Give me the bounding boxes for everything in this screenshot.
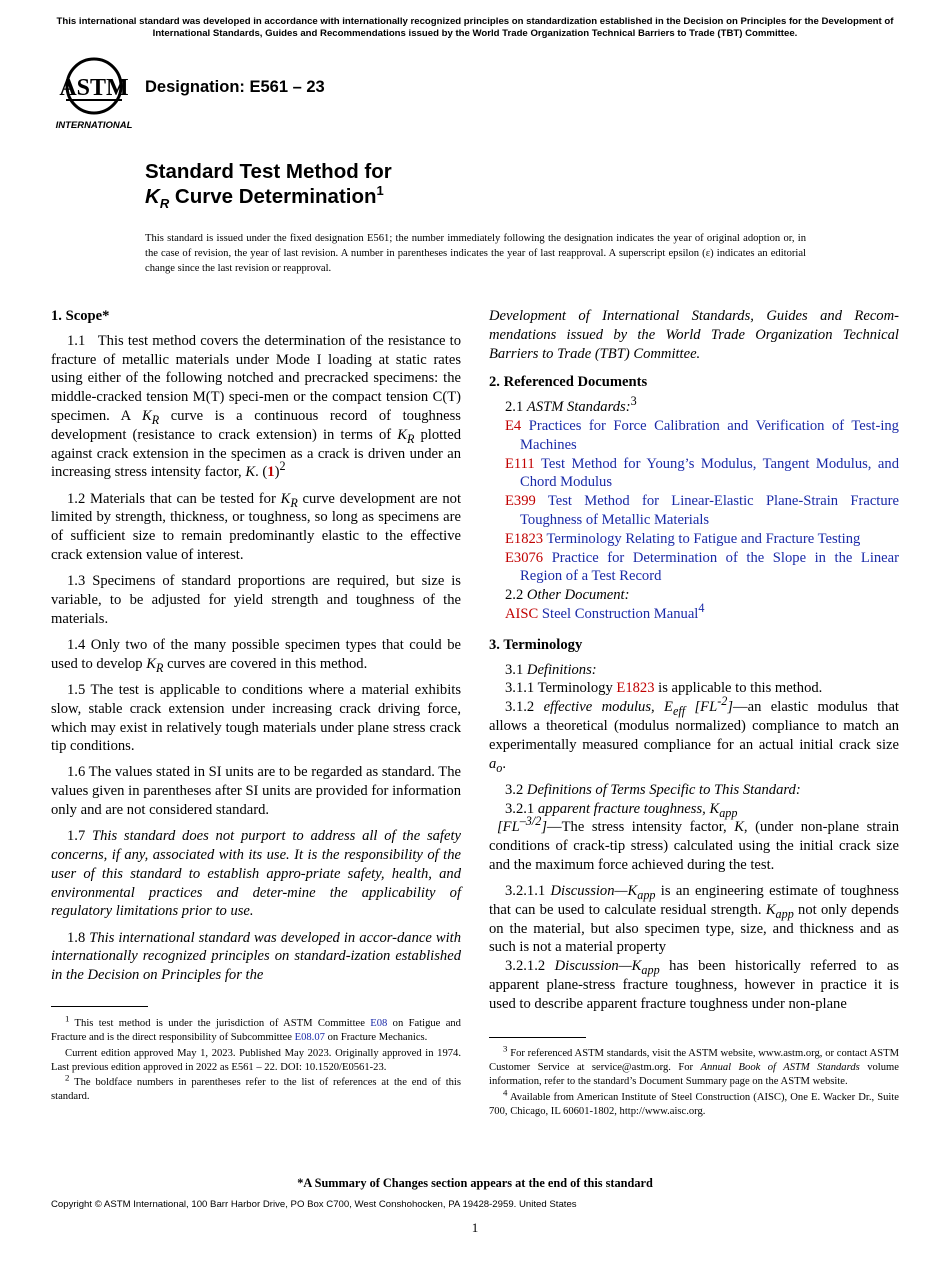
footnote-4: $^4$ Available from American Institute of Steel Construction (AISC), One E. Wacker Dr., Suite 700, Chicago, IL 60601-1802, http://www.aisc.org. (489, 1087, 899, 1117)
astm-logo-icon (52, 56, 136, 132)
footnote-ref-3[interactable]: 3 (630, 394, 637, 409)
para-1-3: 1.3 Specimens of standard proportions are required, but size is variable, to be adjusted for yield strength and toughness of the materials. (51, 573, 461, 627)
para-1-8-continued: Development of International Standards, Guides and Recom-mendations issued by the World Trade Organization Technical Barriers to Trade (TBT) Committee. (489, 308, 899, 362)
sub-3-1: 3.1 Definitions: (505, 661, 597, 678)
title-line-2: $K_R$ Curve Determination$^1$ (145, 183, 384, 212)
logo-text-top: ASTM (59, 75, 129, 101)
sub-3-2-1-body: $[FL^{-3/2}]—The$ stress intensity factor, K, (under non-plane strain conditions of crack-tip stress) calculated using the initial crack size and the maximum force achieved during the test. (489, 814, 899, 873)
para-1-2: 1.2 Materials that can be tested for $K_R$ curve development are not limited by strength, thickness, or toughness, so long as specimens are of sufficient size to remain predominantly elastic to the effective crack extension value of interest. (51, 490, 461, 563)
right-footnotes (489, 1037, 899, 1120)
sub-3-2-1-1: 3.2.1.1 $Discussion—K_{app}$ is an engineering estimate of toughness that can be used to calculate residual strength. $K_{app}$ not only depends on the material, but also specimen type, size, and thickness and as such is not a material property (489, 883, 899, 956)
left-footnotes (51, 1006, 461, 1106)
ref-item[interactable]: E4 Practices for Force Calibration and Verification of Test-ing Machines (505, 417, 899, 453)
scope-heading: 1. Scope* (51, 308, 110, 324)
title-k: $K_R$ (145, 185, 170, 212)
footnote-ref-2[interactable]: 2 (279, 459, 286, 474)
footnote-rule (51, 1006, 148, 1007)
ref-item-aisc[interactable]: AISC Steel Construction Manual$^4$ (505, 601, 705, 622)
summary-of-changes-note: *A Summary of Changes section appears at the end of this standard (297, 1176, 653, 1190)
subcommittee-link[interactable]: E08.07 (294, 1032, 325, 1044)
document-title (145, 159, 392, 212)
para-1-6: 1.6 The values stated in SI units are to be regarded as standard. The values given in parentheses after SI units are provided for information only and are not considered standard. (51, 764, 461, 819)
footnote-1-edition: Current edition approved May 1, 2023. Published May 2023. Originally approved in 1974. Last previous edition approved in 2022 as E561 – 22. DOI: 10.1520/E0561-23. (51, 1047, 461, 1073)
committee-link[interactable]: E08 (370, 1018, 388, 1029)
para-1-4: 1.4 Only two of the many possible specimen types that could be used to develop $K_R$ curves are covered in this method. (51, 636, 461, 675)
intro-paragraph: This standard is issued under the fixed designation E561; the number immediately following the designation indicates the year of original adoption or, in the case of revision, the year of last revision. A number in parentheses indicates the year of last reapproval. A superscript epsilon (ε) indicates an editorial change since the last revision or reapproval. (145, 233, 806, 274)
referenced-docs-heading: 2. Referenced Documents (489, 374, 648, 391)
designation: Designation: E561 – 23 (145, 78, 325, 96)
ref-item[interactable]: E1823 Terminology Relating to Fatigue and Fracture Testing (505, 530, 861, 547)
title-footnote-ref[interactable]: 1 (376, 183, 384, 199)
reference-link-1[interactable]: 1 (267, 464, 275, 481)
sub-3-2-1-2: 3.2.1.2 $Discussion—K_{app}$ has been historically referred to as apparent plane-stress fracture toughness, however in practice it is used to describe apparent fracture toughness under non-plane (489, 958, 899, 1012)
terminology-heading: 3. Terminology (489, 636, 583, 653)
para-1-5: 1.5 The test is applicable to conditions where a material exhibits slow, stable crack extension under increasing crack driving force, which may exist in relatively tough materials under plane stress crack tip conditions. (51, 681, 461, 755)
right-column (489, 307, 899, 1021)
logo-text-bottom: INTERNATIONAL (55, 120, 133, 131)
footnote-1: $^1$ This test method is under the jurisdiction of ASTM Committee E08 on Fatigue and Fracture and is the direct responsibility of Subcommittee E08.07 on Fracture Mechanics. (51, 1013, 461, 1044)
ref-item[interactable]: E111 Test Method for Young’s Modulus, Tangent Modulus, and Chord Modulus (505, 455, 899, 491)
left-column (51, 307, 461, 992)
sub-2-2: 2.2 Other Document: (505, 587, 630, 604)
footnote-2: $^2$ The boldface numbers in parentheses refer to the list of references at the end of this standard. (51, 1072, 461, 1103)
footnote-3: $^3$ For referenced ASTM standards, visit the ASTM website, www.astm.org, or contact ASTM Customer Service at service@astm.org. For Annual Book of ASTM Standards volume information, refer to the standard’s Document Summary page on the ASTM website. (489, 1043, 899, 1088)
footnote-rule (489, 1037, 586, 1038)
page-number: 1 (471, 1220, 479, 1235)
astm-logo (52, 56, 136, 132)
copyright: Copyright © ASTM International, 100 Barr Harbor Drive, PO Box C700, West Conshohocken, PA 19428-2959. United States (51, 1199, 577, 1210)
sub-3-1-1: 3.1.1 Terminology E1823 is applicable to this method. (505, 680, 823, 697)
ref-item[interactable]: E3076 Practice for Determination of the Slope in the Linear Region of a Test Record (505, 549, 900, 585)
para-1-7: 1.7 This standard does not purport to address all of the safety concerns, if any, associated with its use. It is the responsibility of the user of this standard to establish appro-priate safety, health, and environmental practices and deter-mine the applicability of regulatory limitations prior to use. (51, 828, 461, 920)
sub-3-2: 3.2 Definitions of Terms Specific to This Standard: (505, 781, 801, 798)
sub-2-1: 2.1 ASTM Standards:$^3$ (505, 394, 637, 416)
ref-item[interactable]: E399 Test Method for Linear-Elastic Plane-Strain Fracture Toughness of Metallic Materials (505, 493, 900, 528)
title-line-1: Standard Test Method for (145, 160, 392, 183)
header-notice: This international standard was developed in accordance with internationally recognized principles on standardization established in the Decision on Principles for the Development of International Standards, Guides and Recommendations issued by the World Trade Organization Technical Barriers to Trade (TBT) Committee. (56, 16, 894, 39)
sub-3-2-1-title: 3.2.1 apparent fracture toughness, $K_{app}$ (505, 800, 738, 820)
para-1-8: 1.8 This international standard was developed in accor-dance with internationally recognized principles on standard-ization established in the Decision on Principles for the (51, 929, 462, 984)
para-1-1: 1.1 This test method covers the determination of the resistance to fracture of metallic materials under Mode I loading at static rates using either of the following notched and precracked specimens: the middle-cracked tension M(T) speci-men or the compact tension C(T) specimen. A $K_R$ curve is a continuous record of toughness development (resistance to crack extension) in terms of $K_R$ plotted against crack extension in the specimen as a crack is driven under an increasing stress intensity factor, K. $(1)^2$ (51, 332, 462, 481)
sub-3-1-2: 3.1.2 effective modulus, $E_{eff}$ $[FL^{-2}]—an$ elastic modulus that allows a theoretical (modulus normalized) compliance to match an experimentally measured compliance for an actual initial crack size $a_o$. (489, 694, 899, 775)
e1823-link[interactable]: E1823 (616, 680, 655, 697)
